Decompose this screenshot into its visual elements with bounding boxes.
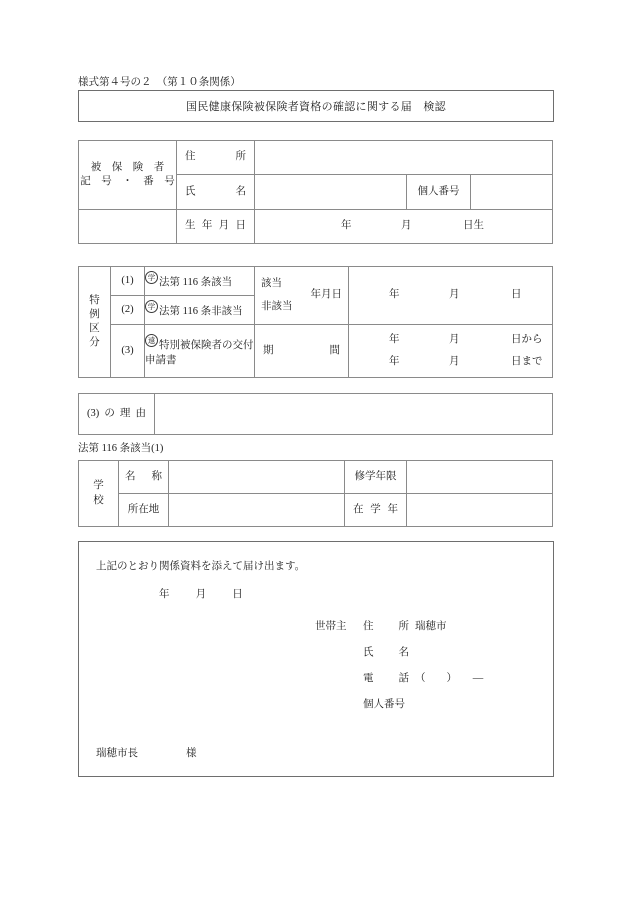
school-label-char-0: 学: [93, 480, 104, 492]
special-category-table: [78, 266, 553, 378]
special-category-label-char-1: 例: [89, 308, 100, 320]
address-label-a: 住: [185, 151, 196, 163]
table-row: [79, 141, 553, 175]
school-location-value-cell[interactable]: [169, 494, 345, 527]
period-from-year: 年: [389, 334, 400, 346]
applicability-date-day: 日: [511, 289, 522, 301]
special-row-1-number: (1): [111, 267, 145, 296]
applicability-date-year: 年: [389, 289, 400, 301]
circled-gaku-icon: 学: [145, 271, 158, 284]
special-row-3-label: 特別被保険者の交付申請書: [145, 340, 254, 366]
form-number: 様式第４号の２ （第１０条関係）: [78, 77, 241, 88]
birthdate-value-cell[interactable]: [255, 210, 553, 244]
period-from-month: 月: [449, 334, 460, 346]
householder-mynumber-line: [315, 696, 483, 722]
birthdate-month: 月: [401, 220, 412, 232]
addressee-line: [96, 745, 197, 760]
period-label-b: 間: [329, 344, 340, 356]
birthdate-label-cell: [177, 210, 255, 244]
reason-value-cell[interactable]: [155, 394, 553, 435]
householder-block: [315, 618, 483, 722]
special-category-label: [79, 267, 111, 378]
special-row-2-label: 法第 116 条非該当: [159, 306, 243, 318]
mynumber-label-cell: 個人番号: [407, 175, 471, 210]
householder-address-line: [315, 618, 483, 644]
declaration-intro-text: 上記のとおり関係資料を添えて届け出ます。: [96, 561, 306, 572]
school-name-label-b: 称: [151, 470, 162, 482]
householder-phone-label-a: 電: [363, 673, 374, 684]
reason-label-char-0: (3): [87, 407, 100, 419]
section-label-article-116: 法第 116 条該当(1): [78, 443, 164, 454]
name-value-cell[interactable]: [255, 175, 407, 210]
householder-phone-label-b: 話: [398, 673, 409, 684]
table-row: [79, 210, 553, 244]
name-label-a: 氏: [185, 185, 196, 197]
householder-name-label: [363, 644, 409, 659]
insured-id-value-cell[interactable]: [79, 210, 177, 244]
special-row-3-text: [145, 325, 255, 378]
insured-id-label-line1: 被 保 険 者: [90, 161, 165, 173]
addressee-mayor: 瑞穂市長: [96, 748, 138, 759]
address-value-cell[interactable]: [255, 141, 553, 175]
school-grade-label-cell: [345, 494, 407, 527]
declaration-date-month: 月: [195, 589, 207, 600]
householder-address-label: [363, 618, 409, 633]
table-row: [79, 461, 553, 494]
insured-id-label: [79, 141, 177, 210]
householder-phone-value[interactable]: （ ） ―: [415, 673, 484, 684]
insured-id-label-line2: 記 号 ・ 番 号: [80, 176, 175, 187]
birthdate-label-char-2: 月: [218, 220, 230, 232]
birthdate-label-char-3: 日: [235, 220, 246, 232]
page-title: 国民健康保険被保険者資格の確認に関する届 検認: [186, 101, 446, 113]
reason-label-char-2: 理: [119, 407, 131, 419]
circled-gaku-icon: 学: [145, 300, 158, 313]
form-title-box: [78, 90, 554, 122]
declaration-date-day: 日: [232, 589, 243, 600]
special-row-1-label: 法第 116 条該当: [159, 277, 233, 289]
householder-address-value[interactable]: 瑞穂市: [415, 621, 447, 632]
school-grade-label-char-0: 在: [353, 503, 364, 515]
special-row-3-number: (3): [111, 325, 145, 378]
school-name-value-cell[interactable]: [169, 461, 345, 494]
reason-label-char-1: の: [104, 407, 115, 419]
addressee-honorific: 様: [186, 748, 197, 759]
school-grade-value-cell[interactable]: [407, 494, 553, 527]
name-label-cell: [177, 175, 255, 210]
birthdate-label-char-1: 年: [201, 220, 213, 232]
special-row-2-number: (2): [111, 296, 145, 325]
circled-en-icon: 遠: [145, 334, 158, 347]
householder-label: 世帯主: [315, 621, 347, 632]
special-category-label-char-0: 特: [89, 294, 100, 306]
applicability-date-value-cell[interactable]: [349, 267, 553, 325]
special-category-label-char-3: 分: [89, 337, 100, 349]
period-to-month: 月: [449, 355, 460, 367]
declaration-box: [78, 541, 554, 777]
period-value-cell[interactable]: [349, 325, 553, 378]
school-grade-label-char-2: 年: [387, 503, 398, 515]
mynumber-value-cell[interactable]: [471, 175, 553, 210]
applicable-label: 該当: [261, 277, 282, 289]
not-applicable-label: 非該当: [261, 300, 293, 312]
table-row: [79, 325, 553, 378]
special-category-label-char-2: 区: [89, 323, 100, 334]
insured-person-table: [78, 140, 553, 244]
period-label-cell: [255, 325, 349, 378]
birthdate-year: 年: [341, 220, 352, 232]
table-row: [79, 494, 553, 527]
householder-name-line: [315, 644, 483, 670]
householder-phone-line: [315, 670, 483, 696]
birthdate-day: 日生: [463, 220, 484, 232]
special-row-2-text: [145, 296, 255, 325]
householder-address-label-a: 住: [363, 621, 374, 632]
reason-label-cell: [79, 394, 155, 435]
declaration-date-line[interactable]: [159, 586, 266, 601]
table-row: [79, 267, 553, 296]
householder-name-label-b: 名: [398, 647, 409, 658]
applicability-label-cell: [255, 267, 349, 325]
school-label-char-1: 校: [93, 494, 104, 506]
householder-name-label-a: 氏: [363, 647, 374, 658]
declaration-date-year: 年: [159, 589, 170, 600]
applicability-ymd-label: 年月日: [310, 289, 342, 301]
birthdate-label-char-0: 生: [185, 220, 196, 232]
period-to-year: 年: [389, 355, 400, 367]
school-table: [78, 460, 553, 527]
reason-table: [78, 393, 553, 435]
period-to-day: 日まで: [511, 355, 543, 367]
name-label-b: 名: [235, 185, 246, 197]
householder-address-label-b: 所: [398, 621, 409, 632]
householder-phone-label: [363, 670, 409, 685]
school-term-value-cell[interactable]: [407, 461, 553, 494]
school-name-label-a: 名: [125, 470, 136, 482]
period-label-a: 期: [263, 344, 274, 356]
school-name-label-cell: [119, 461, 169, 494]
period-from-day: 日から: [511, 334, 543, 346]
table-row: [79, 394, 553, 435]
school-term-label-cell: 修学年限: [345, 461, 407, 494]
school-grade-label-char-1: 学: [370, 503, 381, 515]
address-label-cell: [177, 141, 255, 175]
special-row-1-text: [145, 267, 255, 296]
applicability-date-month: 月: [449, 289, 460, 301]
householder-mynumber-label: 個人番号: [363, 699, 405, 710]
school-label: [79, 461, 119, 527]
address-label-b: 所: [235, 151, 246, 163]
reason-label-char-3: 由: [135, 407, 146, 419]
school-location-label-cell: 所在地: [119, 494, 169, 527]
